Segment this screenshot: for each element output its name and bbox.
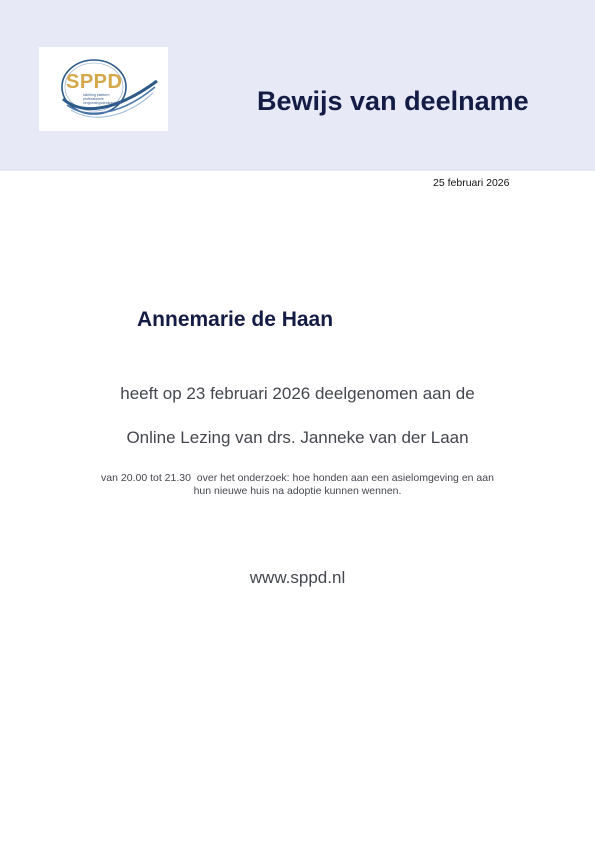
participant-name: Annemarie de Haan	[137, 308, 334, 331]
website-link[interactable]: www.sppd.nl	[249, 568, 346, 587]
participation-statement: heeft op 23 februari 2026 deelgenomen aan de	[120, 384, 475, 403]
event-details: van 20.00 tot 21.30 over het onderzoek: hoe honden aan een asielomgeving en aan hun nieuwe huis na adoptie kunnen wennen.	[101, 472, 494, 497]
document-title: Bewijs van deelname	[257, 86, 529, 116]
event-title: Online Lezing van drs. Janneke van der Laan	[126, 428, 469, 447]
logo-tagline: stichting platform professionele vergunningsdeskundigen	[83, 93, 122, 105]
issue-date: 25 februari 2026	[433, 177, 510, 189]
sppd-logo	[39, 47, 168, 131]
logo-wordmark: SPPD	[66, 71, 123, 93]
header-band	[0, 0, 595, 171]
